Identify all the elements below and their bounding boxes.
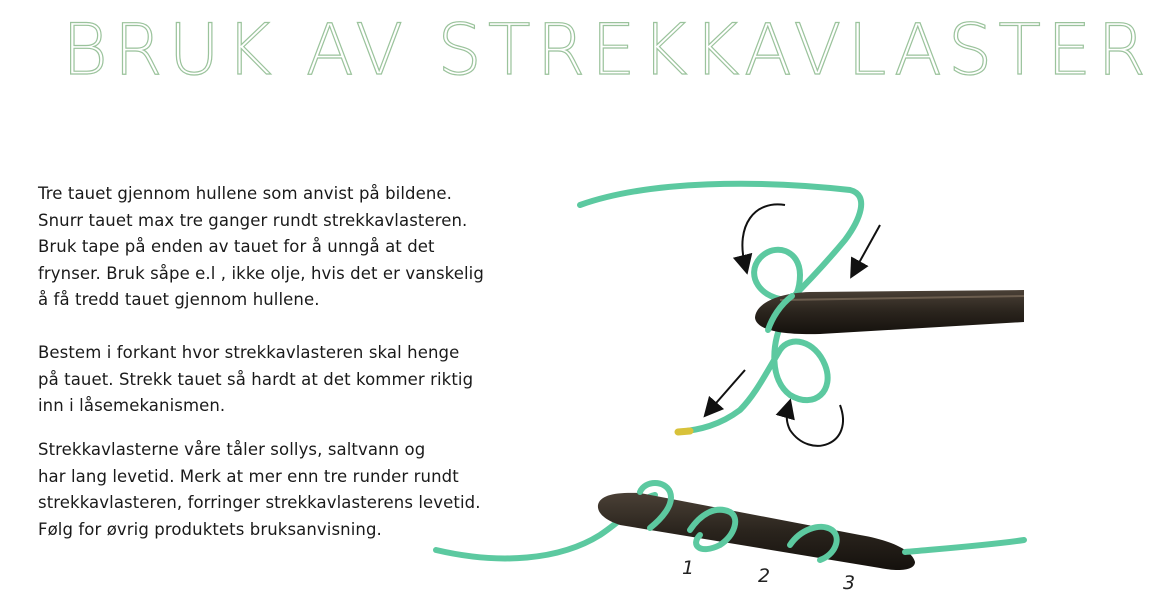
text-line: på tauet. Strekk tauet så hardt at det kommer riktig xyxy=(38,369,474,389)
threading-diagram xyxy=(580,184,1024,446)
text-line: Følg for øvrig produktets bruksanvisning. xyxy=(38,519,382,539)
text-line: å få tredd tauet gjennom hullene. xyxy=(38,290,320,309)
text-line: Bruk tape på enden av tauet for å unngå at det xyxy=(38,237,435,256)
text-line: Bestem i forkant hvor strekkavlasteren skal henge xyxy=(38,343,460,362)
rope-tape-end xyxy=(678,431,690,432)
rope-right xyxy=(905,540,1024,552)
page-title: BRUK AV STREKKAVLASTER xyxy=(62,9,1152,91)
text-line: Snurr tauet max tre ganger rundt strekkavlasteren. xyxy=(38,210,468,230)
step-label-3: 3 xyxy=(843,572,856,594)
text-line: strekkavlasteren, forringer strekkavlasterens levetid. xyxy=(38,493,481,512)
tensioner-stick xyxy=(598,493,915,570)
arrow-out-left xyxy=(710,370,745,410)
text-line: Strekkavlasterne våre tåler sollys, saltvann og xyxy=(38,440,426,459)
text-line: Tre tauet gjennom hullene som anvist på bildene. xyxy=(38,184,452,203)
wrapped-tensioner xyxy=(436,483,1024,594)
step-label-2: 2 xyxy=(758,565,771,587)
arrow-rotate-bottom xyxy=(787,405,843,446)
arrow-in-right xyxy=(855,225,880,270)
text-line: inn i låsemekanismen. xyxy=(38,396,226,415)
text-line: frynser. Bruk såpe e.l , ikke olje, hvis det er vanskelig xyxy=(38,263,484,283)
rope-strand-top xyxy=(580,184,861,300)
step-label-1: 1 xyxy=(682,557,695,579)
text-line: har lang levetid. Merk at mer enn tre runder rundt xyxy=(38,466,459,486)
